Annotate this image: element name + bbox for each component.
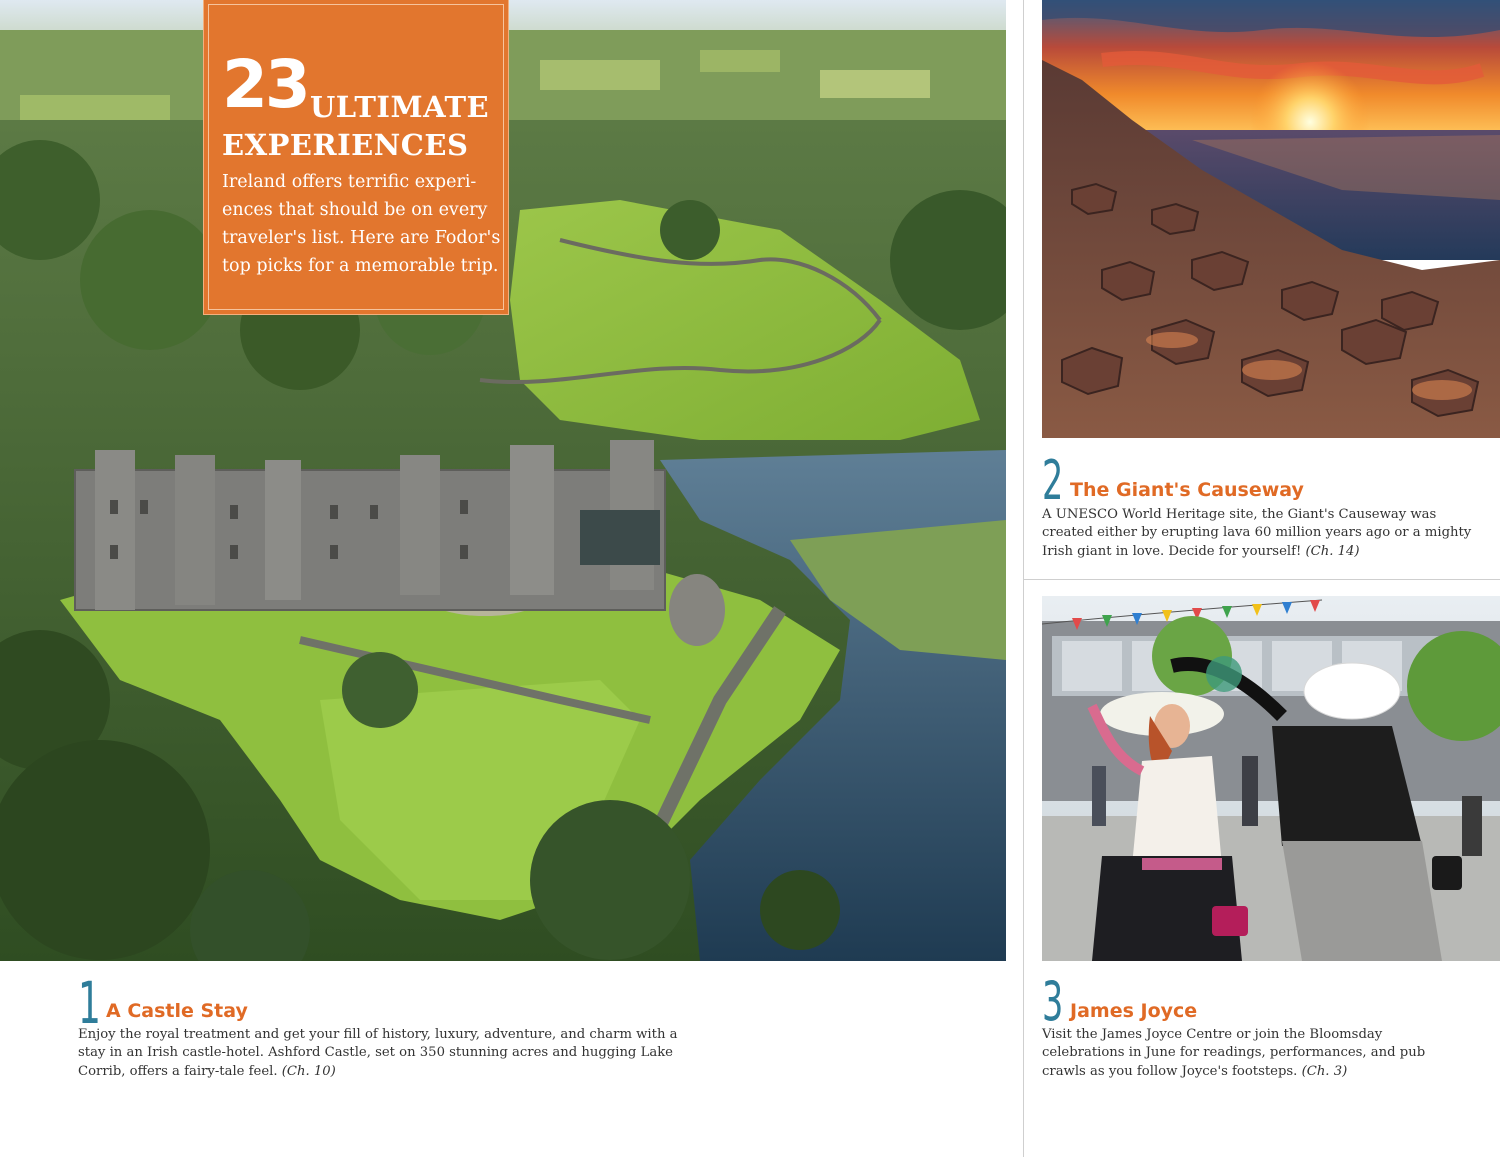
section-divider — [1023, 579, 1500, 580]
item-title: The Giant's Causeway — [1070, 479, 1304, 501]
chapter-reference: (Ch. 3) — [1301, 1063, 1348, 1079]
item-text: Enjoy the royal treatment and get your fill of history, luxury, adventure, and charm with a stay in an Irish castle-hotel. Ashford Castle, set on 350 stunning acres and hugging Lake Corrib, offers a fairy-tale feel. — [78, 1027, 678, 1079]
item-text: A UNESCO World Heritage site, the Giant's Causeway was created either by erupting lava 60 million years ago or a mighty Irish giant in love. Decide for yourself! — [1042, 507, 1472, 559]
item-number: 1 — [78, 969, 101, 1037]
giants-causeway-photo — [1042, 0, 1500, 438]
item-title: A Castle Stay — [106, 1000, 248, 1022]
intro-title-line2: EXPERIENCES — [222, 128, 469, 162]
intro-title-line1: ULTIMATE — [310, 90, 490, 124]
intro-number: 23 — [222, 46, 308, 123]
intro-description: Ireland offers terrific experi-ences that should be on every traveler's list. Here are Fodor's top picks for a memorable trip. — [222, 172, 501, 276]
intro-panel — [203, 0, 509, 315]
item-description — [1042, 506, 1482, 561]
item-description — [1042, 1026, 1442, 1081]
item-title: James Joyce — [1070, 1000, 1198, 1022]
item-text: Visit the James Joyce Centre or join the Bloomsday celebrations in June for readings, performances, and pub crawls as you follow Joyce's footsteps. — [1042, 1027, 1426, 1079]
bloomsday-photo — [1042, 596, 1500, 961]
item-number: 2 — [1042, 449, 1064, 512]
item-description — [78, 1026, 688, 1081]
item-number: 3 — [1042, 970, 1064, 1033]
chapter-reference: (Ch. 10) — [281, 1063, 336, 1079]
chapter-reference: (Ch. 14) — [1305, 543, 1360, 559]
